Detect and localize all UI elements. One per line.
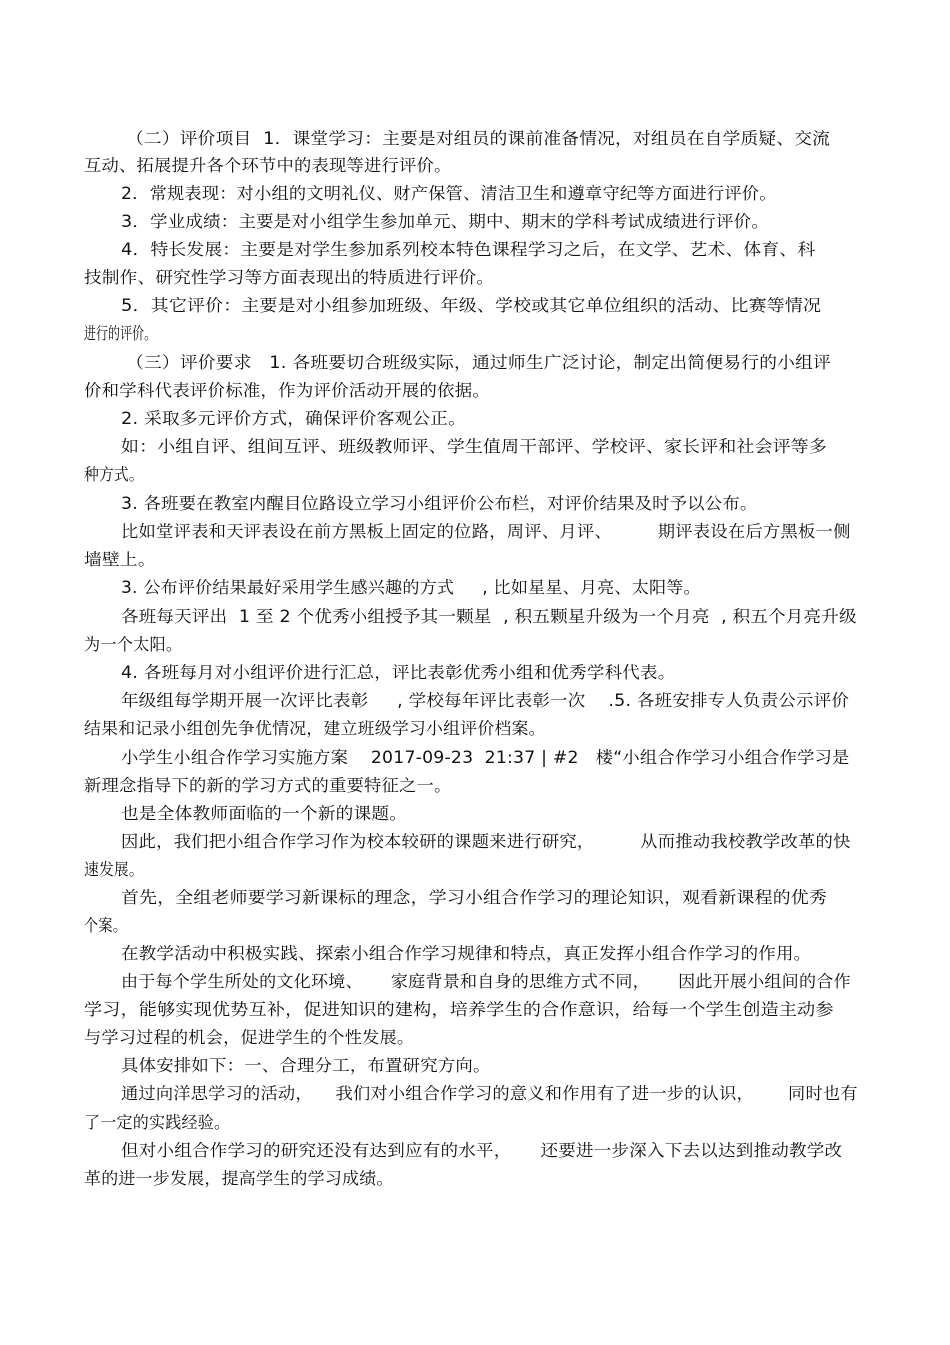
- paragraph-line: 由于每个学生所处的文化环境、 家庭背景和自身的思维方式不同， 因此开展小组间的合作: [121, 972, 851, 991]
- paragraph-line: 在教学活动中积极实践、探索小组合作学习规律和特点，真正发挥小组合作学习的作用。: [121, 944, 812, 963]
- paragraph-line: 新理念指导下的新的学习方式的重要特征之一。: [84, 776, 452, 795]
- paragraph-line: 个案。: [84, 916, 128, 935]
- paragraph-line: （二）评价项目 1．课堂学习：主要是对组员的课前准备情况，对组员在自学质疑、交流: [126, 129, 831, 148]
- paragraph-line: 为一个太阳。: [84, 635, 183, 654]
- paragraph-line: 具体安排如下：一、合理分工，布置研究方向。: [121, 1056, 491, 1075]
- paragraph-line: 也是全体教师面临的一个新的课题。: [121, 804, 408, 823]
- paragraph-line: 速发展。: [84, 860, 144, 879]
- paragraph-line: 2．常规表现：对小组的文明礼仪、财产保管、清洁卫生和遵章守纪等方面进行评价。: [121, 184, 777, 203]
- paragraph-line: 学习，能够实现优势互补，促进知识的建构，培养学生的合作意识，给每一个学生创造主动参: [84, 1000, 834, 1019]
- paragraph-line: 结果和记录小组创先争优情况，建立班级学习小组评价档案。: [84, 719, 546, 738]
- paragraph-line: 种方式。: [84, 465, 144, 484]
- paragraph-line: 年级组每学期开展一次评比表彰 , 学校每年评比表彰一次 .5. 各班安排专人负责公示评价: [121, 691, 850, 710]
- paragraph-line: 小学生小组合作学习实施方案 2017-09-23 21:37 | #2 楼“小组合作学习小组合作学习是: [121, 748, 850, 767]
- paragraph-line: 4．特长发展：主要是对学生参加系列校本特色课程学习之后，在文学、艺术、体育、科: [121, 240, 816, 259]
- paragraph-line: 4. 各班每月对小组评价进行汇总，评比表彰优秀小组和优秀学科代表。: [121, 663, 676, 682]
- paragraph-line: 进行的评价。: [84, 324, 157, 343]
- paragraph-line: 与学习过程的机会，促进学生的个性发展。: [84, 1028, 415, 1047]
- paragraph-line: 各班每天评出 1 至 2 个优秀小组授予其一颗星 , 积五颗星升级为一个月亮 , 积五个月亮升级: [121, 607, 857, 626]
- paragraph-line: 互动、拓展提升各个环节中的表现等进行评价。: [84, 156, 452, 175]
- paragraph-line: 通过向洋思学习的活动， 我们对小组合作学习的意义和作用有了进一步的认识， 同时也有: [121, 1084, 858, 1103]
- paragraph-line: 技制作、研究性学习等方面表现出的特质进行评价。: [84, 268, 495, 287]
- paragraph-line: 但对小组合作学习的研究还没有达到应有的水平， 还要进一步深入下去以达到推动教学改: [121, 1141, 843, 1160]
- paragraph-line: 3. 各班要在教室内醒目位路设立学习小组评价公布栏，对评价结果及时予以公布。: [121, 494, 758, 513]
- paragraph-line: （三）评价要求 1. 各班要切合班级实际，通过师生广泛讨论，制定出简便易行的小组评: [126, 353, 832, 372]
- paragraph-line: 墙壁上。: [84, 550, 156, 569]
- paragraph-line: 革的进一步发展，提高学生的学习成绩。: [84, 1169, 394, 1188]
- paragraph-line: 5．其它评价：主要是对小组参加班级、年级、学校或其它单位组织的活动、比赛等情况: [121, 296, 822, 315]
- paragraph-line: 如：小组自评、组间互评、班级教师评、学生值周干部评、学校评、家长评和社会评等多: [121, 437, 828, 456]
- paragraph-line: 因此，我们把小组合作学习作为校本较研的课题来进行研究， 从而推动我校教学改革的快: [121, 832, 851, 851]
- paragraph-line: 首先，全组老师要学习新课标的理念，学习小组合作学习的理论知识，观看新课程的优秀: [121, 888, 828, 907]
- paragraph-line: 了一定的实践经验。: [84, 1113, 231, 1132]
- paragraph-line: 3．学业成绩：主要是对小组学生参加单元、期中、期末的学科考试成绩进行评价。: [121, 212, 770, 231]
- paragraph-line: 比如堂评表和天评表设在前方黑板上固定的位路，周评、月评、 期评表设在后方黑板一侧: [121, 522, 851, 541]
- paragraph-line: 3. 公布评价结果最好采用学生感兴趣的方式 , 比如星星、月亮、太阳等。: [121, 578, 701, 597]
- paragraph-line: 价和学科代表评价标准，作为评价活动开展的依据。: [84, 381, 491, 400]
- paragraph-line: 2. 采取多元评价方式，确保评价客观公正。: [121, 409, 467, 428]
